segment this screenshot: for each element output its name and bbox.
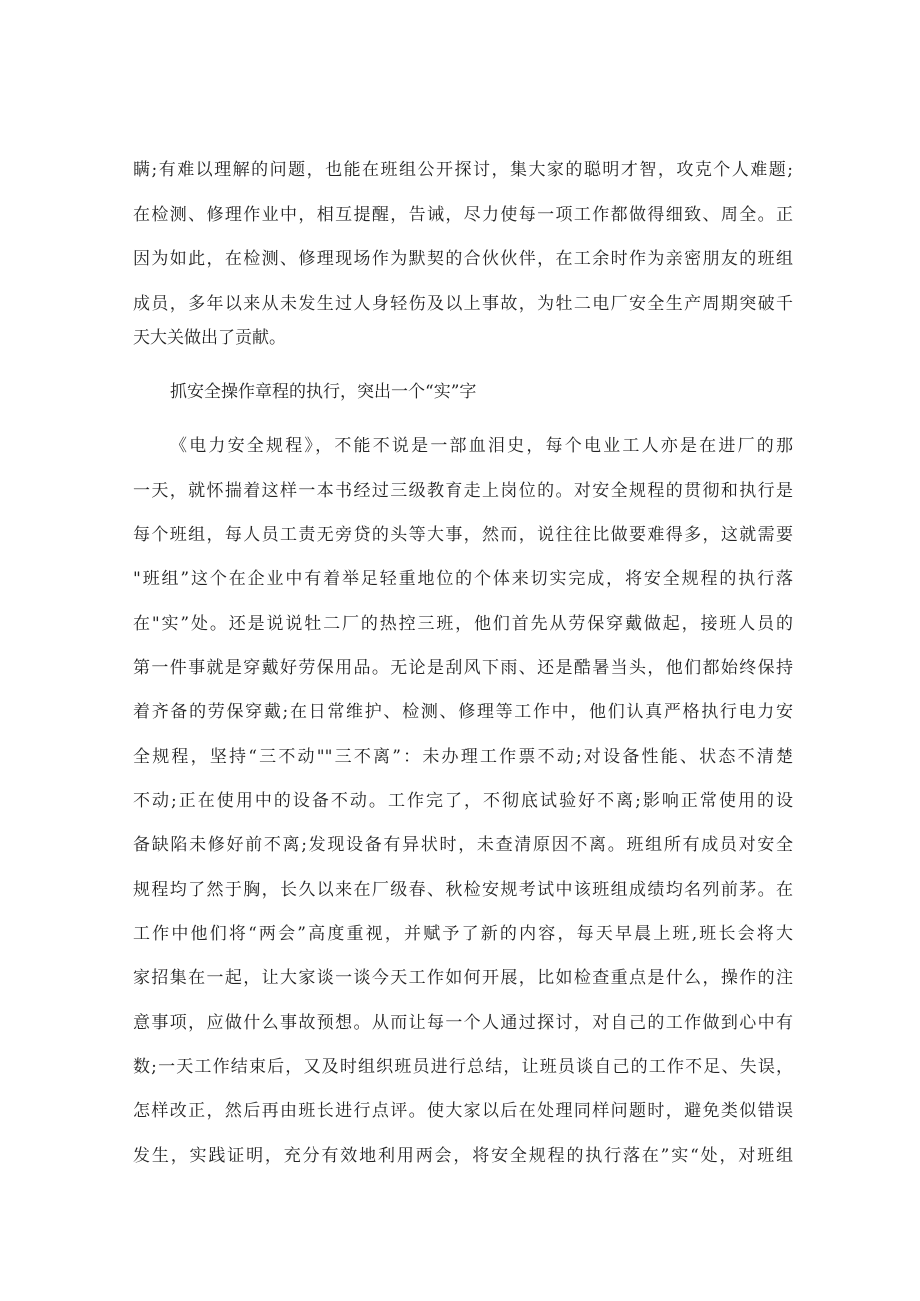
paragraph-line: 工作中他们将“两会”高度重视，并赋予了新的内容，每天早晨上班,班长会将大 [133,924,793,944]
paragraph-line: 家招集在一起，让大家谈一谈今天工作如何开展，比如检查重点是什么，操作的注 [133,968,793,988]
paragraph-line: 在检测、修理作业中，相互提醒，告诫，尽力使每一项工作都做得细致、周全。正 [133,205,793,225]
paragraph-line: 一天，就怀揣着这样一本书经过三级教育走上岗位的。对安全规程的贯彻和执行是 [133,481,793,501]
section-heading: 抓安全操作章程的执行，突出一个“实”字 [170,382,477,402]
paragraph-line: 着齐备的劳保穿戴;在日常维护、检测、修理等工作中，他们认真严格执行电力安 [133,702,793,722]
paragraph-line: 规程均了然于胸，长久以来在厂级春、秋检安规考试中该班组成绩均名列前茅。在 [133,880,793,900]
paragraph-line: 发生，实践证明，充分有效地利用两会，将安全规程的执行落在”实“处，对班组 [133,1146,793,1166]
paragraph-line: 《电力安全规程》，不能不说是一部血泪史，每个电业工人亦是在进厂的那 [170,436,793,456]
paragraph-line: 怎样改正，然后再由班长进行点评。使大家以后在处理同样问题时，避免类似错误 [133,1101,793,1121]
paragraph-line: 备缺陷未修好前不离;发现设备有异状时，未查清原因不离。班组所有成员对安全 [133,835,793,855]
paragraph-line: 天大关做出了贡献。 [133,328,286,348]
paragraph-line: 第一件事就是穿戴好劳保用品。无论是刮风下雨、还是酷暑当头，他们都始终保持 [133,658,793,678]
paragraph-line: 瞒;有难以理解的问题，也能在班组公开探讨，集大家的聪明才智，攻克个人难题; [133,160,793,180]
paragraph-line: 意事项，应做什么事故预想。从而让每一个人通过探讨，对自己的工作做到心中有 [133,1013,793,1033]
paragraph-line: "班组”这个在企业中有着举足轻重地位的个体来切实完成，将安全规程的执行落 [133,569,793,589]
paragraph-line: 每个班组，每人员工责无旁贷的头等大事，然而，说往往比做要难得多，这就需要 [133,525,793,545]
paragraph-line: 成员，多年以来从未发生过人身轻伤及以上事故，为牡二电厂安全生产周期突破千 [133,294,793,314]
paragraph-line: 不动;正在使用中的设备不动。工作完了，不彻底试验好不离;影响正常使用的设 [133,791,793,811]
paragraph-line: 数;一天工作结束后，又及时组织班员进行总结，让班员谈自己的工作不足、失误， [133,1057,793,1077]
paragraph-line: 因为如此，在检测、修理现场作为默契的合伙伙伴，在工余时作为亲密朋友的班组 [133,249,793,269]
paragraph-line: 全规程，坚持“三不动""三不离”：未办理工作票不动;对设备性能、状态不清楚 [133,747,793,767]
paragraph-line: 在"实”处。还是说说牡二厂的热控三班，他们首先从劳保穿戴做起，接班人员的 [133,614,793,634]
